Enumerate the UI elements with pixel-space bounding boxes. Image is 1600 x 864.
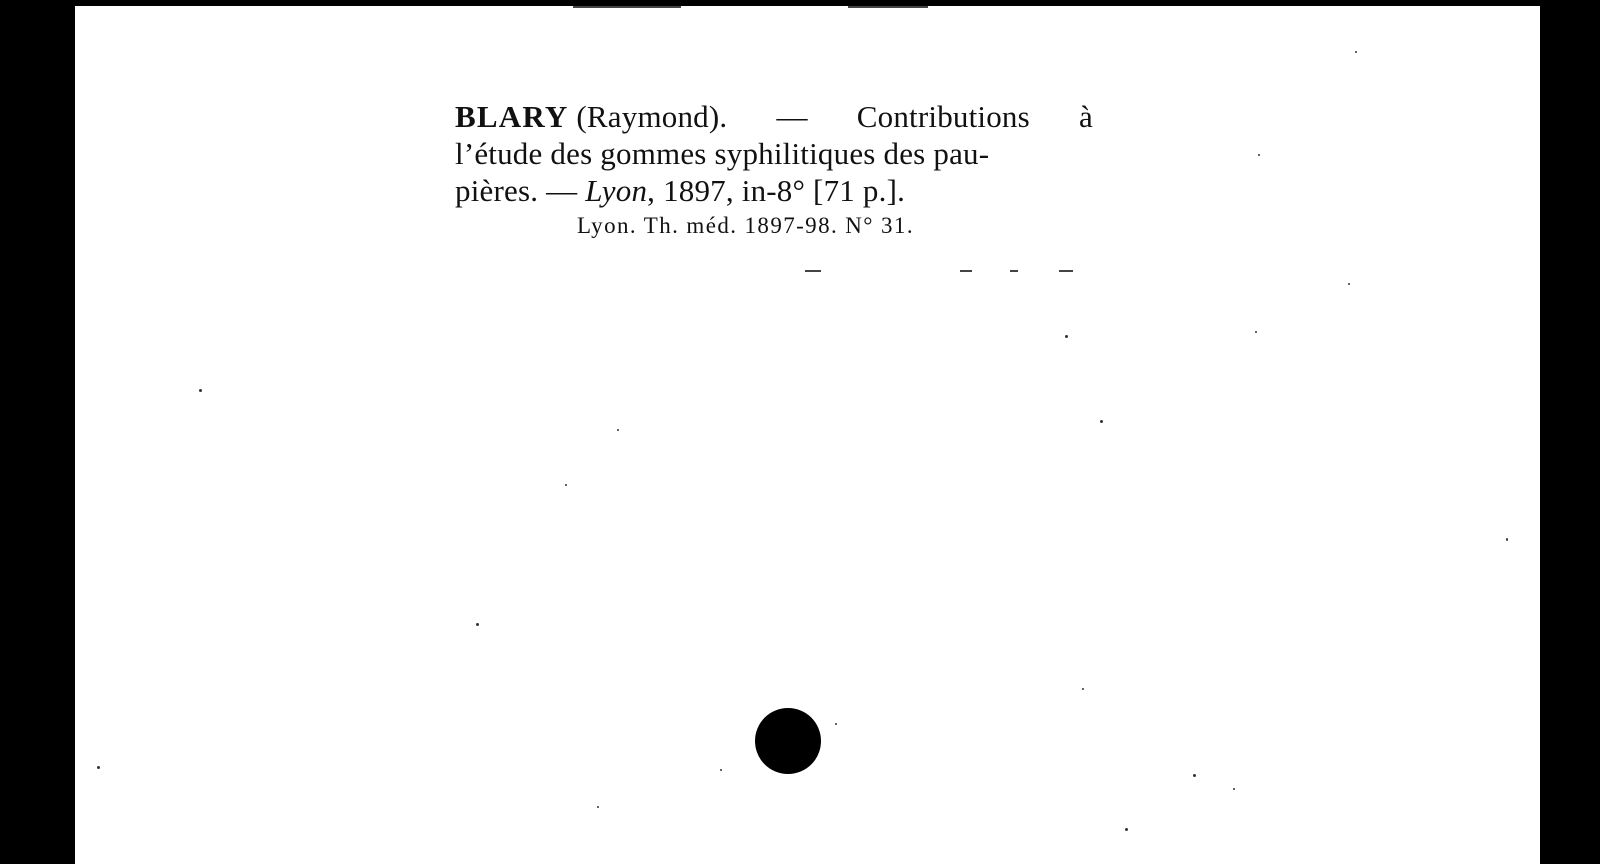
scan-artifact [805,270,821,272]
ink-blot [755,708,821,774]
title-start: Contributions [856,99,1030,134]
title-end: pières. — [455,173,578,208]
scan-speck [720,769,722,771]
scan-speck [1348,283,1350,285]
scan-speck [565,484,567,486]
author-name: BLARY [455,99,569,134]
scan-speck [1100,420,1103,423]
entry-line-2 [455,135,1185,172]
bibliographic-entry [455,98,1185,241]
scan-speck [1506,538,1508,541]
scan-artifact [1059,270,1073,272]
scan-speck [97,766,100,769]
scan-artifact [573,6,681,8]
scan-artifact [1010,270,1018,272]
entry-line-3 [455,172,1185,209]
shelfmark: Lyon. Th. méd. 1897-98. N° 31. [577,213,914,238]
scan-speck [617,429,619,431]
imprint-details: , 1897, in-8° [71 p.]. [647,173,906,208]
scan-speck [1258,154,1260,156]
scan-speck [835,723,837,725]
scan-speck [1355,51,1357,53]
scan-speck [476,623,479,626]
scan-speck [1065,335,1068,338]
catalog-card [75,6,1540,864]
scan-speck [1255,331,1257,333]
scan-artifact [960,270,972,272]
publication-place: Lyon [585,173,648,208]
author-given-name: (Raymond). [576,99,728,134]
entry-line-1 [455,98,1093,135]
scan-speck [1233,788,1235,790]
scan-speck [597,806,599,808]
scan-speck [199,389,202,392]
scan-speck [1082,688,1084,690]
title-dash: — [776,99,808,134]
scan-speck [1193,774,1196,777]
title-preposition: à [1079,99,1093,134]
title-continuation: l’étude des gommes syphilitiques des pau- [455,136,990,171]
scan-speck [1125,828,1128,831]
scan-artifact [848,6,928,8]
